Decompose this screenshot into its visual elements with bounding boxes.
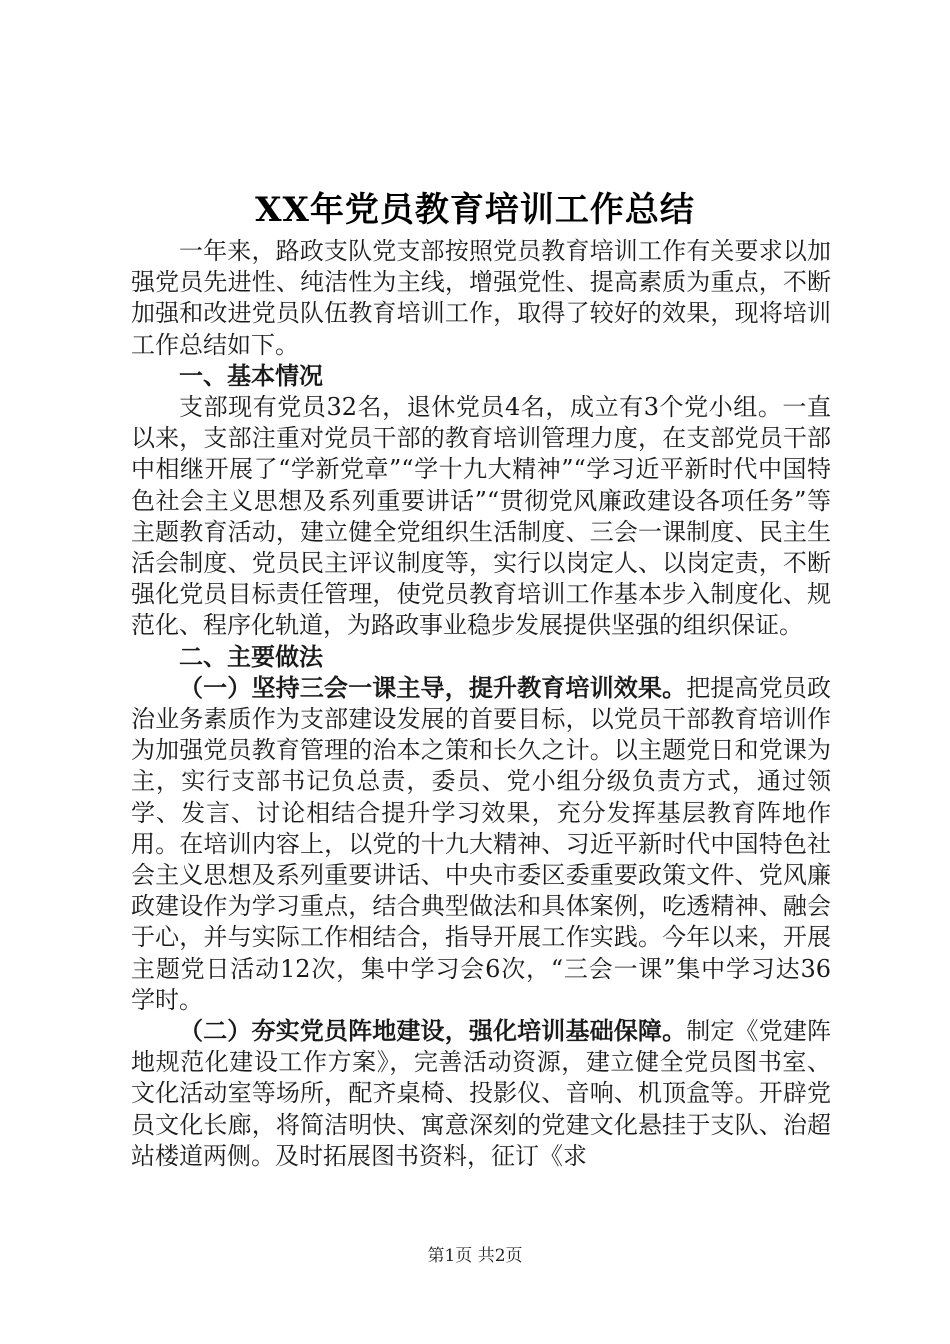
document-title: XX年党员教育培训工作总结 (255, 190, 695, 230)
practice-item-1 (131, 673, 831, 1016)
page-number-footer: 第1页 共2页 (427, 1246, 523, 1266)
document-body (131, 236, 831, 1172)
section-heading-main-practices: 二、主要做法 (179, 642, 323, 671)
basic-situation-paragraph: 支部现有党员32名，退休党员4名，成立有3个党小组。一直以来，支部注重对党员干部的教育培训管理力度，在支部党员干部中相继开展了“学新党章”“学十九大精神”“学习近平新时代中国特色社会主义思想及系列重要讲话”“贯彻党风廉政建设各项任务”等主题教育活动，建立健全党组织生活制度、三会一课制度、民主生活会制度、党员民主评议制度等，实行以岗定人、以岗定责，不断强化党员目标责任管理，使党员教育培训工作基本步入制度化、规范化、程序化轨道，为路政事业稳步发展提供坚强的组织保证。 (131, 393, 831, 640)
practice-item-2-text: 制定《党建阵地规范化建设工作方案》，完善活动资源，建立健全党员图书室、文化活动室等场所，配齐桌椅、投影仪、音响、机顶盒等。开辟党员文化长廊，将简洁明快、寓意深刻的党建文化悬挂于支队、治超站楼道两侧。及时拓展图书资料，征订《求 (131, 1017, 832, 1170)
practice-item-1-text: 把提高党员政治业务素质作为支部建设发展的首要目标，以党员干部教育培训作为加强党员教育管理的治本之策和长久之计。以主题党日和党课为主，实行支部书记负总责，委员、党小组分级负责方式，通过领学、发言、讨论相结合提升学习效果，充分发挥基层教育阵地作用。在培训内容上，以党的十九大精神、习近平新时代中国特色社会主义思想及系列重要讲话、中央市委区委重要政策文件、党风廉政建设作为学习重点，结合典型做法和具体案例，吃透精神、融会于心，并与实际工作相结合，指导开展工作实践。今年以来，开展主题党日活动12次，集中学习会6次，“三会一课”集中学习达36学时。 (131, 673, 832, 1014)
practice-item-2-lead: （二）夯实党员阵地建设，强化培训基础保障。 (179, 1017, 687, 1046)
practice-item-2 (131, 1016, 831, 1172)
practice-item-1-lead: （一）坚持三会一课主导，提升教育培训效果。 (179, 673, 687, 702)
intro-paragraph: 一年来，路政支队党支部按照党员教育培训工作有关要求以加强党员先进性、纯洁性为主线，增强党性、提高素质为重点，不断加强和改进党员队伍教育培训工作，取得了较好的效果，现将培训工作总结如下。 (131, 237, 831, 359)
section-heading-basic-situation: 一、基本情况 (179, 361, 323, 390)
